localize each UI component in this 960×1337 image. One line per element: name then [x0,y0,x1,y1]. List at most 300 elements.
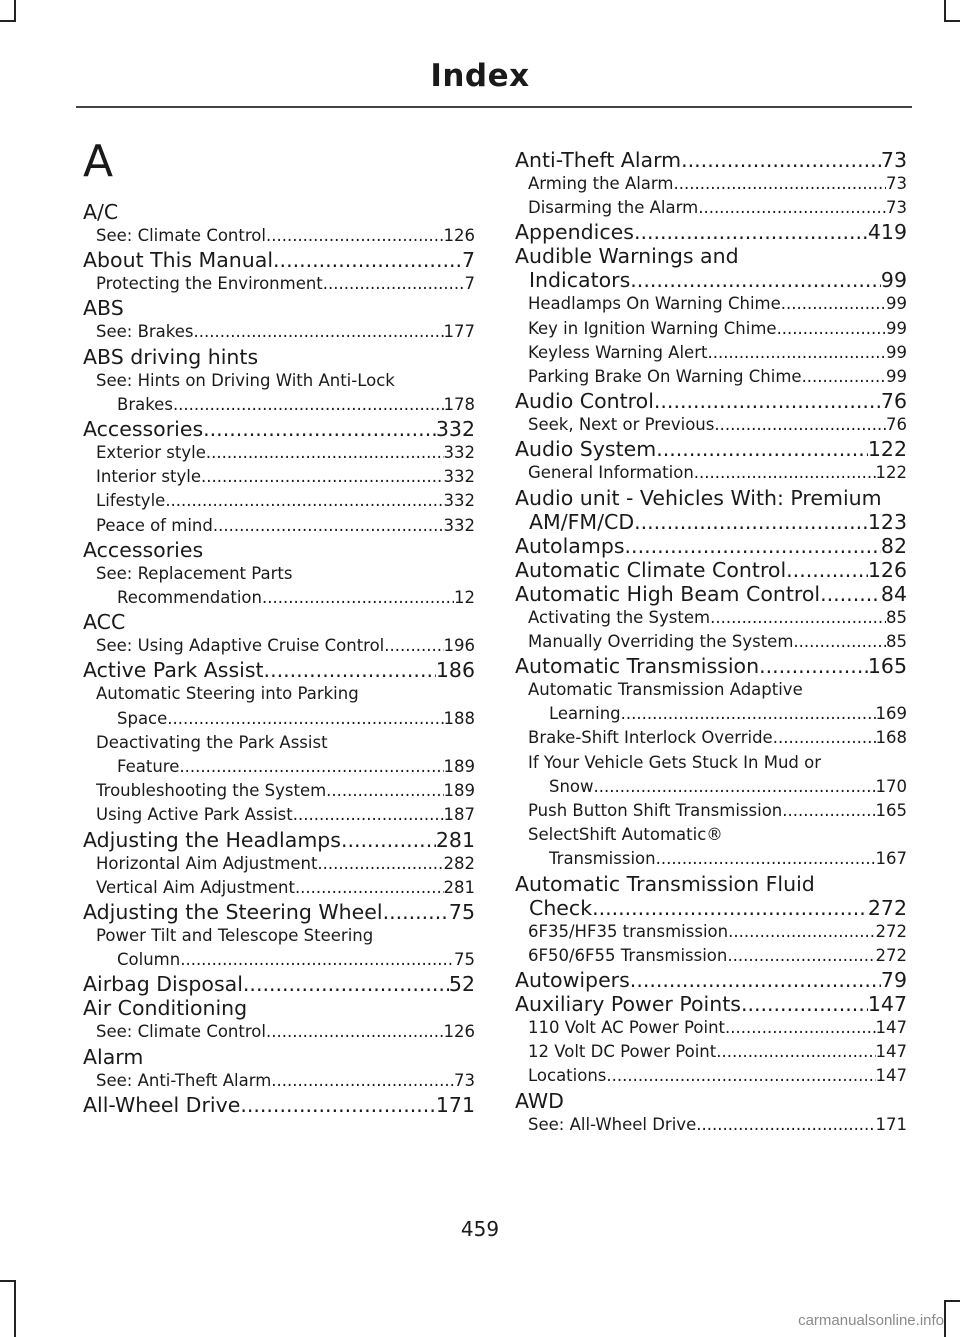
index-heading [83,296,475,320]
index-entry-line [96,320,475,344]
dot-leader [741,992,868,1016]
index-subentry [515,920,907,944]
entry-text: Exterior style [96,443,206,463]
index-column-right [515,148,907,1137]
entry-text: 12 Volt DC Power Point [528,1042,717,1062]
dot-leader [625,534,881,558]
index-heading [515,872,907,920]
page-reference: 189 [443,781,475,801]
index-entry-line [96,876,475,900]
page-reference: 99 [886,294,907,314]
index-entry-line [515,968,907,992]
entry-text: ACC [83,610,126,635]
entry-text: See: Anti-Theft Alarm [96,1070,272,1090]
entry-text: See: All-Wheel Drive [528,1114,697,1134]
page-reference: 196 [443,636,475,656]
index-entry-line [515,220,907,244]
dot-leader [782,799,875,823]
dot-leader [180,948,454,972]
entry-text: Using Active Park Assist [96,805,293,825]
dot-leader [592,896,868,920]
watermark: carmanualsonline.info [798,1312,944,1329]
page-reference: 75 [454,950,475,970]
dot-leader [240,1093,436,1117]
index-subentry [515,1016,907,1040]
entry-text: Horizontal Aim Adjustment [96,853,318,873]
page-reference: 332 [443,515,475,535]
dot-leader [634,510,868,534]
page-reference: 187 [443,805,475,825]
index-entry-line [515,268,907,292]
index-entry-line [96,586,475,610]
entry-text: Automatic Transmission Adaptive [528,680,803,700]
index-entry-line [528,317,907,341]
entry-text: SelectShift Automatic® [528,825,723,845]
index-heading [515,558,907,582]
index-subentry [515,751,907,799]
index-entry-line [83,972,475,996]
index-heading [515,1089,907,1113]
entry-text: 6F50/6F55 Transmission [528,945,728,965]
dot-leader [266,224,444,248]
dot-leader [802,365,886,389]
index-entry-line [83,900,475,924]
index-heading [515,148,907,172]
index-heading [83,1093,475,1117]
index-entry-line [528,702,907,726]
page-reference: 188 [443,708,475,728]
entry-text: See: Hints on Driving With Anti-Lock [96,370,395,390]
dot-leader [786,558,868,582]
index-subentry [83,731,475,779]
index-heading [83,972,475,996]
index-entry-line [83,417,475,441]
page-reference: 12 [454,588,475,608]
dot-leader [630,268,881,292]
entry-text: Disarming the Alarm [528,198,699,218]
index-subentry [83,272,475,296]
index-heading [83,658,475,682]
index-entry-line [515,558,907,582]
entry-text: Headlamps On Warning Chime [528,294,781,314]
index-entry-line [96,514,475,538]
index-subentry [83,876,475,900]
index-entry-line [515,437,907,461]
entry-text: See: Climate Control [96,226,266,245]
entry-text: Lifestyle [96,491,166,511]
index-entry-line [96,393,475,417]
page-reference: 272 [875,921,907,941]
page-reference: 167 [875,849,907,869]
index-entry-line [528,775,907,799]
entry-text: Indicators [529,268,631,293]
dot-leader [341,828,436,852]
index-subentry [83,369,475,417]
entry-text: Activating the System [528,607,711,627]
entry-text: 110 Volt AC Power Point [528,1018,726,1038]
index-subentry [83,1069,475,1093]
entry-text: Feature [117,757,180,777]
entry-text: Audio Control [515,389,654,414]
entry-text: Autolamps [515,533,625,558]
entry-text: Keyless Warning Alert [528,342,708,362]
page-reference: 122 [867,437,907,462]
page-reference: 123 [867,509,907,534]
page-reference: 147 [867,992,907,1017]
index-subentry [83,514,475,538]
page-reference: 272 [875,945,907,965]
crop-mark-top-left [0,20,16,22]
entry-text: Locations [528,1066,607,1086]
index-heading [515,992,907,1016]
index-heading [83,538,475,562]
index-entry-line [528,292,907,316]
dot-leader [273,248,462,272]
entry-text: Power Tilt and Telescope Steering [96,926,374,946]
dot-leader [262,586,454,610]
dot-leader [773,726,876,750]
index-entry-line [96,272,475,296]
page-reference: 419 [867,220,907,245]
page-title: Index [430,58,530,94]
entry-text: Column [117,950,181,970]
index-entry-line [83,1093,475,1117]
page-reference: 171 [875,1114,907,1134]
index-heading [83,610,475,634]
page-reference: 73 [880,148,907,172]
dot-leader [725,1016,875,1040]
page-reference: 82 [880,533,907,558]
page-reference: 73 [886,174,907,193]
index-entry-line [96,634,475,658]
index-entry-line [83,610,475,634]
dot-leader [167,707,443,731]
page-reference: 7 [464,274,475,294]
entry-text: 6F35/HF35 transmission [528,921,729,941]
entry-text: Audible Warnings and [515,244,739,269]
entry-text: AM/FM/CD [529,509,635,534]
page-reference: 126 [443,1022,475,1042]
dot-leader [781,292,886,316]
index-heading [515,437,907,461]
entry-text: Auxiliary Power Points [515,992,741,1017]
dot-leader [630,968,881,992]
entry-text: Deactivating the Park Assist [96,732,328,752]
entry-text: Audio unit - Vehicles With: Premium [515,485,882,510]
entry-text: Automatic High Beam Control [515,581,821,606]
index-subentry [83,489,475,513]
index-entry-line [528,341,907,365]
page-reference: 168 [875,728,907,748]
dot-leader [793,630,886,654]
index-subentry [515,196,907,220]
index-column-left [83,200,475,1117]
page-reference: 147 [875,1066,907,1086]
dot-leader [759,654,868,678]
index-entry-line [83,345,475,369]
page-reference: 85 [886,631,907,651]
index-entry-line [83,296,475,320]
dot-leader [213,514,444,538]
section-letter: A [83,136,114,187]
dot-leader [621,702,876,726]
page-reference: 99 [886,318,907,338]
index-subentry [515,944,907,968]
index-entry-line [528,630,907,654]
page-reference: 332 [443,443,475,463]
entry-text: Vertical Aim Adjustment [96,877,295,897]
page-reference: 147 [875,1018,907,1038]
dot-leader [656,847,876,871]
index-entry-line [528,799,907,823]
dot-leader [681,148,881,172]
page-reference: 75 [448,900,475,925]
index-entry-line [515,389,907,413]
index-subentry [83,779,475,803]
entry-text: Airbag Disposal [83,972,243,997]
page-reference: 332 [443,467,475,487]
page-reference: 272 [867,895,907,920]
entry-text: See: Climate Control [96,1022,266,1042]
page-reference: 85 [886,607,907,627]
crop-mark-bottom-right [944,1300,960,1302]
index-entry-line [96,707,475,731]
entry-text: ABS driving hints [83,344,259,369]
dot-leader [728,920,875,944]
page-reference: 189 [443,757,475,777]
entry-text: Active Park Assist [83,658,264,683]
index-entry-line [528,196,907,220]
index-entry-line [96,948,475,972]
index-heading [515,389,907,413]
index-entry-line [515,148,907,172]
entry-text: Brake-Shift Interlock Override [528,728,773,748]
dot-leader [656,437,868,461]
dot-leader [710,606,886,630]
index-heading [83,828,475,852]
dot-leader [606,1064,875,1088]
entry-text: Arming the Alarm [528,174,674,193]
dot-leader [694,461,876,485]
index-entry-line [83,538,475,562]
dot-leader [295,876,444,900]
index-subentry [515,678,907,726]
index-entry-line [96,1020,475,1044]
dot-leader [716,1040,875,1064]
page-reference: 169 [875,704,907,724]
page-reference: 177 [443,322,475,342]
index-heading [83,900,475,924]
dot-leader [594,775,876,799]
index-subentry [515,823,907,871]
index-entry-line [83,1045,475,1069]
index-entry-line [528,365,907,389]
entry-text: Interior style [96,467,202,487]
entry-text: Parking Brake On Warning Chime [528,367,802,387]
index-entry-line [528,944,907,968]
index-entry-line [528,172,907,196]
index-subentry [83,852,475,876]
dot-leader [173,393,444,417]
dot-leader [777,317,886,341]
index-heading [83,996,475,1020]
index-subentry [83,562,475,610]
dot-leader [317,852,443,876]
crop-mark-top-right [944,20,960,22]
index-entry-line [528,1064,907,1088]
dot-leader [654,389,881,413]
entry-text: About This Manual [83,248,274,273]
index-entry-line [96,779,475,803]
index-heading [515,582,907,606]
dot-leader [323,272,465,296]
page-reference: 52 [448,972,475,997]
page-reference: 171 [435,1092,475,1117]
entry-text: Space [117,708,168,728]
entry-text: Seek, Next or Previous [528,415,715,435]
index-entry-line [96,465,475,489]
dot-leader [266,1020,444,1044]
page-reference: 76 [886,415,907,435]
entry-text: ABS [83,296,124,321]
page-reference: 165 [867,654,907,679]
index-heading [515,486,907,534]
entry-text: Peace of mind [96,515,213,535]
index-entry-line [528,413,907,437]
page-reference: 73 [454,1070,475,1090]
index-entry-line [528,1113,907,1137]
index-subentry [83,1020,475,1044]
index-subentry [515,172,907,196]
page-reference: 126 [443,226,475,245]
dot-leader [698,196,886,220]
index-subentry [515,799,907,823]
page-reference: 76 [880,389,907,414]
page-reference: 84 [880,581,907,606]
index-heading [515,968,907,992]
page-reference: 99 [886,342,907,362]
dot-leader [383,900,449,924]
entry-text: Appendices [515,220,634,245]
index-entry-line [528,606,907,630]
index-entry-line [528,1040,907,1064]
entry-text: Brakes [117,394,173,414]
page-reference: 79 [880,968,907,993]
page-reference: 126 [867,557,907,582]
entry-text: Automatic Steering into Parking [96,684,359,704]
dot-leader [203,417,436,441]
dot-leader [165,489,443,513]
index-entry-line [515,582,907,606]
page-reference: 186 [435,658,475,683]
index-entry-line [528,920,907,944]
entry-text: Adjusting the Headlamps [83,827,341,852]
entry-text: General Information [528,463,694,483]
entry-text: See: Replacement Parts [96,563,293,583]
crop-mark-top-right [944,0,946,22]
entry-text: Automatic Climate Control [515,557,787,582]
index-entry-line [96,803,475,827]
index-subentry [83,803,475,827]
index-entry-line [96,441,475,465]
index-entry-line [515,510,907,534]
crop-mark-bottom-left [0,1280,16,1282]
index-entry-line [528,847,907,871]
dot-leader [820,582,881,606]
page-reference: 332 [443,491,475,511]
index-heading [515,654,907,678]
index-entry-line [96,1069,475,1093]
index-subentry [515,341,907,365]
crop-mark-bottom-left [14,1280,16,1337]
index-subentry [515,630,907,654]
entry-text: Key in Ignition Warning Chime [528,318,777,338]
index-entry-line [96,755,475,779]
index-subentry [83,924,475,972]
index-entry-line [83,828,475,852]
index-entry-line [528,461,907,485]
index-subentry [83,465,475,489]
index-subentry [515,292,907,316]
entry-text: Anti-Theft Alarm [515,148,682,172]
entry-text: All-Wheel Drive [83,1092,241,1117]
page-reference: 147 [875,1042,907,1062]
entry-text: Learning [549,704,621,724]
index-subentry [83,320,475,344]
index-entry-line [515,534,907,558]
index-entry-line [515,654,907,678]
entry-text: Transmission [549,849,656,869]
index-subentry [515,1113,907,1137]
dot-leader [326,779,443,803]
entry-text: See: Using Adaptive Cruise Control [96,636,385,656]
entry-text: Air Conditioning [83,996,248,1021]
index-entry-line [515,992,907,1016]
index-entry-line [96,852,475,876]
entry-text: Audio System [515,437,657,462]
entry-text: Manually Overriding the System [528,631,794,651]
index-heading [83,417,475,441]
page-reference: 122 [875,463,907,483]
dot-leader [293,803,444,827]
index-heading [515,244,907,292]
title-divider [76,106,912,108]
index-subentry [515,1040,907,1064]
index-subentry [515,606,907,630]
page-reference: 165 [875,801,907,821]
entry-text: Accessories [83,417,204,442]
index-heading [515,534,907,558]
dot-leader [201,465,443,489]
crop-mark-top-left [14,0,16,22]
index-entry-line [83,200,475,224]
index-subentry [515,1064,907,1088]
dot-leader [243,972,449,996]
index-entry-line [83,248,475,272]
entry-text: AWD [515,1088,564,1113]
index-subentry [515,726,907,750]
index-subentry [83,634,475,658]
entry-text: Adjusting the Steering Wheel [83,900,383,925]
index-entry-line [515,1089,907,1113]
page-reference: 281 [443,877,475,897]
page-reference: 282 [443,853,475,873]
entry-text: Recommendation [117,588,262,608]
page-number: 459 [460,1217,500,1241]
entry-text: Check [529,895,593,920]
entry-text: Accessories [83,537,204,562]
dot-leader [707,341,886,365]
